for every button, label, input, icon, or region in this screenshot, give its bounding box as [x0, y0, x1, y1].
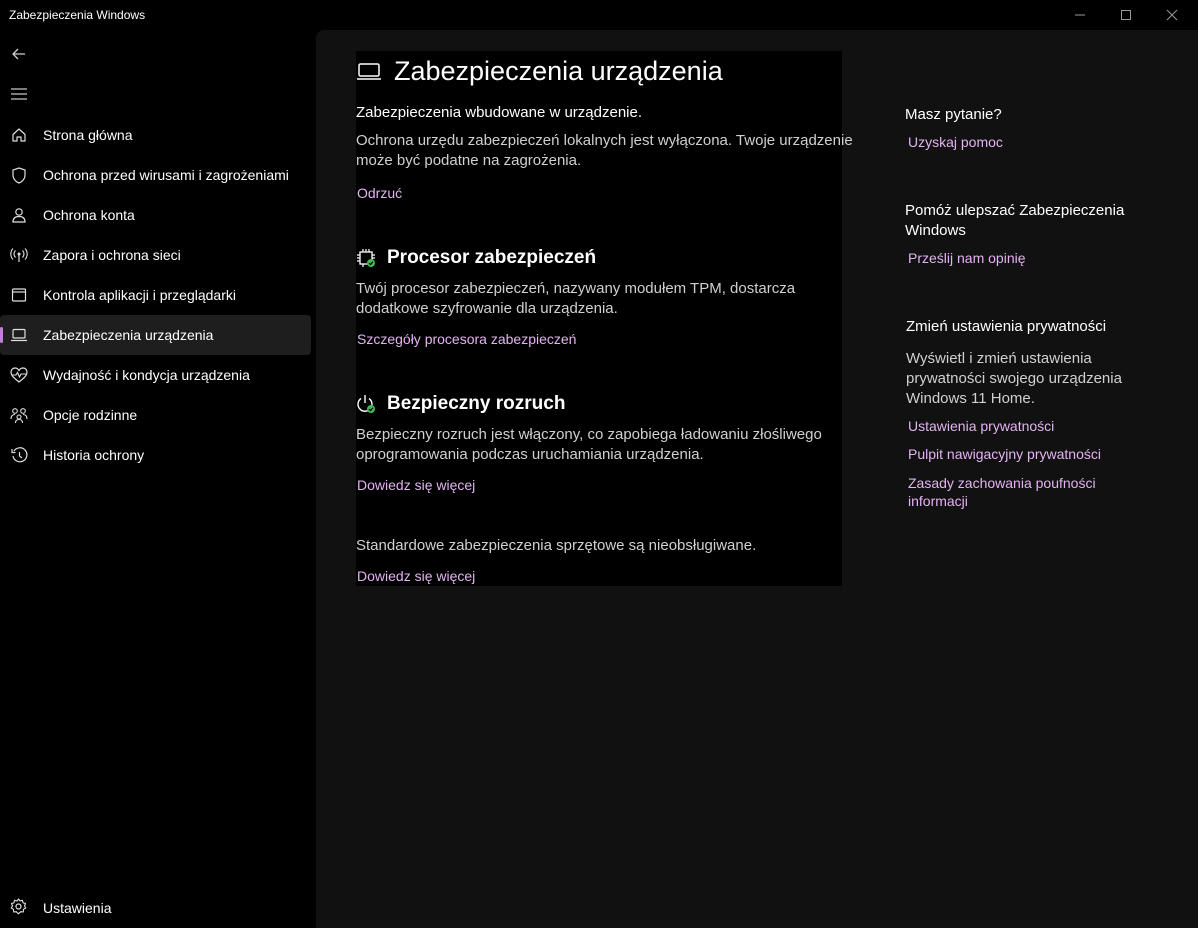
sidebar-item-label: Kontrola aplikacji i przeglądarki: [43, 287, 236, 303]
feedback-heading-line2: Windows: [905, 222, 966, 239]
privacy-text-line2: prywatności swojego urządzenia: [906, 370, 1122, 387]
secure-boot-learn-more-link[interactable]: Dowiedz się więcej: [357, 477, 476, 493]
sidebar-item-family-options[interactable]: [0, 395, 316, 435]
sidebar-item-label: Strona główna: [43, 127, 133, 143]
get-help-link[interactable]: Uzyskaj pomoc: [908, 134, 1003, 150]
question-heading: Masz pytanie?: [905, 106, 1002, 123]
minimize-button[interactable]: [1057, 0, 1103, 30]
main-content: [316, 30, 1198, 928]
security-processor-desc-line1: Twój procesor zabezpieczeń, nazywany modułem TPM, dostarcza: [356, 280, 796, 297]
app-title: Zabezpieczenia Windows: [9, 8, 146, 22]
back-button[interactable]: [4, 39, 34, 69]
privacy-heading: Zmień ustawienia prywatności: [906, 318, 1107, 335]
hamburger-menu-button[interactable]: [4, 79, 34, 109]
sidebar-item-device-performance[interactable]: [0, 355, 316, 395]
secure-boot-desc-line2: oprogramowania podczas uruchamiania urządzenia.: [356, 446, 704, 463]
sidebar-item-protection-history[interactable]: [0, 435, 316, 475]
sidebar-item-app-browser-control[interactable]: [0, 275, 316, 315]
sidebar-item-label: Ochrona konta: [43, 207, 135, 223]
send-feedback-link[interactable]: Prześlij nam opinię: [908, 250, 1026, 266]
browser-window-icon: [10, 286, 28, 304]
antenna-icon: [10, 246, 28, 264]
hardware-security-text: Standardowe zabezpieczenia sprzętowe są nieobsługiwane.: [356, 537, 757, 554]
lsa-warning-line2: może być podatne na zagrożenia.: [356, 152, 582, 169]
privacy-settings-link[interactable]: Ustawienia prywatności: [908, 418, 1055, 434]
close-button[interactable]: [1149, 0, 1195, 30]
back-arrow-icon: [11, 46, 27, 62]
laptop-icon: [10, 326, 28, 344]
feedback-heading-line1: Pomóż ulepszać Zabezpieczenia: [905, 202, 1125, 219]
security-processor-header: [356, 247, 596, 269]
sidebar-item-label: Wydajność i kondycja urządzenia: [43, 367, 250, 383]
page-subtitle: Zabezpieczenia wbudowane w urządzenie.: [356, 104, 643, 121]
title-bar: [0, 0, 1198, 30]
security-processor-desc-line2: dodatkowe szyfrowanie dla urządzenia.: [356, 300, 618, 317]
secure-boot-header: [356, 393, 565, 415]
dismiss-link[interactable]: Odrzuć: [357, 185, 403, 201]
sidebar-item-device-security[interactable]: [0, 315, 311, 355]
sidebar-item-home[interactable]: [0, 115, 316, 155]
sidebar-item-label: Zabezpieczenia urządzenia: [43, 327, 214, 343]
chip-check-icon: [356, 248, 376, 268]
security-processor-title: Procesor zabezpieczeń: [387, 247, 597, 268]
privacy-dashboard-link[interactable]: Pulpit nawigacyjny prywatności: [908, 446, 1101, 462]
gear-icon: [10, 898, 28, 916]
secure-boot-desc-line1: Bezpieczny rozruch jest włączony, co zapobiega ładowaniu złośliwego: [356, 426, 822, 443]
laptop-icon: [356, 58, 384, 86]
family-icon: [10, 406, 28, 424]
maximize-button[interactable]: [1103, 0, 1149, 30]
close-icon: [1166, 9, 1178, 21]
home-icon: [10, 126, 28, 144]
privacy-text-line3: Windows 11 Home.: [906, 390, 1035, 407]
secure-boot-title: Bezpieczny rozruch: [387, 393, 566, 414]
page-title: Zabezpieczenia urządzenia: [394, 56, 723, 86]
shield-icon: [10, 166, 28, 184]
person-icon: [10, 206, 28, 224]
minimize-icon: [1074, 9, 1086, 21]
sidebar-nav: [0, 115, 316, 475]
power-check-icon: [356, 394, 376, 414]
lsa-warning-line1: Ochrona urzędu zabezpieczeń lokalnych jest wyłączona. Twoje urządzenie: [356, 132, 853, 149]
sidebar-item-virus-protection[interactable]: [0, 155, 316, 195]
selection-indicator: [0, 327, 3, 343]
sidebar-item-firewall[interactable]: [0, 235, 316, 275]
sidebar-item-settings[interactable]: [0, 887, 316, 927]
privacy-text-line1: Wyświetl i zmień ustawienia: [906, 350, 1092, 367]
security-processor-details-link[interactable]: Szczegóły procesora zabezpieczeń: [357, 331, 577, 347]
privacy-statement-link-line1[interactable]: Zasady zachowania poufności: [908, 475, 1096, 491]
privacy-statement-link-line2[interactable]: informacji: [908, 493, 968, 509]
heart-pulse-icon: [10, 366, 28, 384]
hamburger-icon: [11, 87, 27, 101]
sidebar-item-label: Zapora i ochrona sieci: [43, 247, 181, 263]
history-icon: [10, 446, 28, 464]
sidebar-item-account-protection[interactable]: [0, 195, 316, 235]
sidebar-item-label: Ochrona przed wirusami i zagrożeniami: [43, 167, 289, 183]
sidebar-item-label: Historia ochrony: [43, 447, 145, 463]
settings-label: Ustawienia: [43, 900, 112, 916]
sidebar-item-label: Opcje rodzinne: [43, 407, 138, 423]
page-header: [356, 56, 723, 87]
hardware-security-learn-more-link[interactable]: Dowiedz się więcej: [357, 568, 476, 584]
maximize-icon: [1120, 9, 1132, 21]
